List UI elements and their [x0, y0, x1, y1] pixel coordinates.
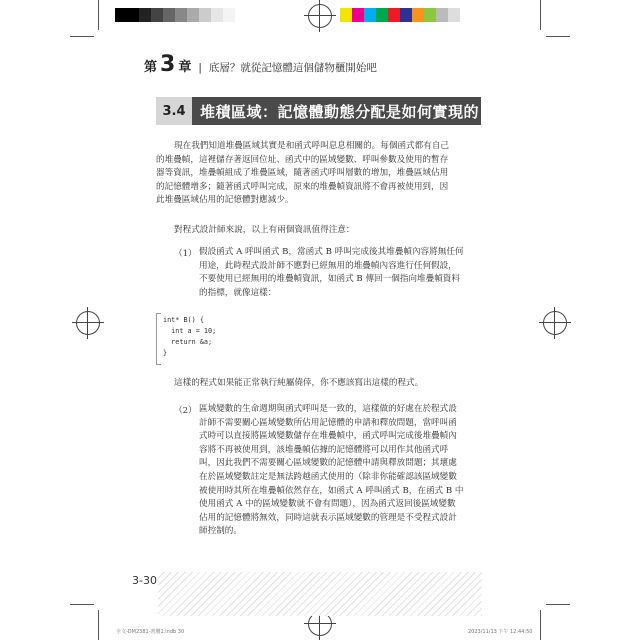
text-line: 現在我們知道堆疊區域其實是和函式呼叫息息相關的。每個函式都有自己 — [174, 141, 450, 151]
lead-line — [174, 224, 354, 238]
code-block — [163, 315, 216, 359]
crop-mark-icon — [70, 36, 94, 37]
text-line: 使用函式 A 中的區域變數就不會有問題），因為函式返回後區域變數 — [199, 499, 456, 510]
header-separator: | — [198, 62, 202, 74]
section-number: 3.4 — [156, 97, 192, 125]
registration-mark-icon — [76, 311, 100, 335]
text-line: 器等資訊，堆疊幀組成了堆疊區域，隨著函式呼叫層數的增加，堆疊區域佔用 — [156, 168, 449, 179]
crop-mark-icon — [98, 0, 99, 30]
text-line: 的指標，就像這樣： — [199, 287, 277, 298]
crop-mark-icon — [540, 610, 541, 640]
text-line: 區域變數的生命週期與函式呼叫是一致的，這樣做的好處在於程式設 — [199, 404, 457, 414]
chapter-number: 3 — [160, 52, 176, 77]
grayscale-calibration-bar-icon — [115, 8, 247, 22]
item-2-text — [199, 403, 464, 539]
text-line: 假設函式 A 呼叫函式 B，當函式 B 呼叫完成後其堆疊幀內容將無任何 — [199, 247, 464, 257]
text-line: 此堆疊區域佔用的記憶體對應減少。 — [156, 195, 294, 206]
intro-paragraph — [156, 140, 449, 208]
item-2-number: （2） — [174, 406, 197, 416]
text-line: 式時可以直接將區域變數儲存在堆疊幀中，函式呼叫完成後堆疊幀內 — [199, 431, 457, 442]
text-line: 叫，因此我們不需要關心區域變數的記憶體申請與釋放問題；其壞處 — [199, 458, 457, 469]
text-line: 的堆疊幀，這裡儲存著返回位址、函式中的區域變數、呼叫參數及使用的暫存 — [156, 154, 449, 165]
registration-mark-icon — [543, 311, 567, 335]
text-line: 被使用時其所在堆疊幀依然存在，如函式 A 呼叫函式 B，在函式 B 中 — [199, 485, 464, 496]
item-1-text — [199, 246, 464, 300]
section-title: 堆積區域：記憶體動態分配是如何實現的 — [192, 97, 481, 125]
code-line: return &a; — [163, 338, 213, 346]
color-calibration-bar-icon — [340, 8, 460, 22]
item-1-number: （1） — [174, 249, 197, 259]
code-line: } — [163, 349, 168, 357]
text-line: 計師不需要關心區域變數所佔用記憶體的申請和釋放問題，當呼叫函 — [199, 417, 457, 428]
text-line: 對程式設計師來說，以上有兩個資訊值得注意： — [174, 225, 355, 235]
chapter-header — [144, 52, 377, 77]
text-line: 用途，此時程式設計師不應對已經無用的堆疊幀內容進行任何假設， — [199, 260, 457, 271]
chapter-label-pre: 第 — [144, 60, 158, 75]
text-line: 的記憶體增多；隨著函式呼叫完成，原來的堆疊幀資訊將不會再被使用到，因 — [156, 181, 449, 192]
registration-mark-icon — [308, 4, 332, 28]
print-timestamp: 2023/11/13 下午 12:44:50 — [468, 629, 533, 635]
text-line: 佔用的記憶體將無效，同時這就表示區域變數的管理是不受程式設計 — [199, 512, 457, 523]
crop-mark-icon — [546, 604, 570, 605]
crop-mark-icon — [540, 0, 541, 30]
code-block-bracket — [156, 313, 161, 365]
code-line: int a = 10; — [163, 327, 217, 335]
text-line: 不要使用已經無用的堆疊幀資訊，如函式 B 傳回一個指向堆疊幀資料 — [199, 274, 460, 285]
footer-hatch-band — [158, 572, 482, 616]
page-number: 3-30 — [132, 574, 157, 587]
crop-mark-icon — [70, 604, 94, 605]
after-code-line — [174, 377, 423, 391]
text-line: 容將不再被使用到，該堆疊幀佔據的記憶體將可以用作其他函式呼 — [199, 444, 449, 455]
crop-mark-icon — [546, 36, 570, 37]
file-info: 全文-DM2381-書腰1.indb 30 — [116, 629, 185, 635]
code-line: int* B() { — [163, 316, 204, 324]
text-line: 這樣的程式如果能正常執行純屬僥倖，你不應該寫出這樣的程式。 — [174, 378, 424, 388]
crop-mark-icon — [98, 610, 99, 640]
chapter-title: 底層？就從記憶體這個儲物櫃開始吧 — [208, 62, 377, 74]
text-line: 在於區域變數註定是無法跨越函式使用的（除非你能確認該區域變數 — [199, 471, 457, 482]
text-line: 師控制的。 — [199, 526, 242, 537]
chapter-label-post: 章 — [178, 60, 192, 75]
